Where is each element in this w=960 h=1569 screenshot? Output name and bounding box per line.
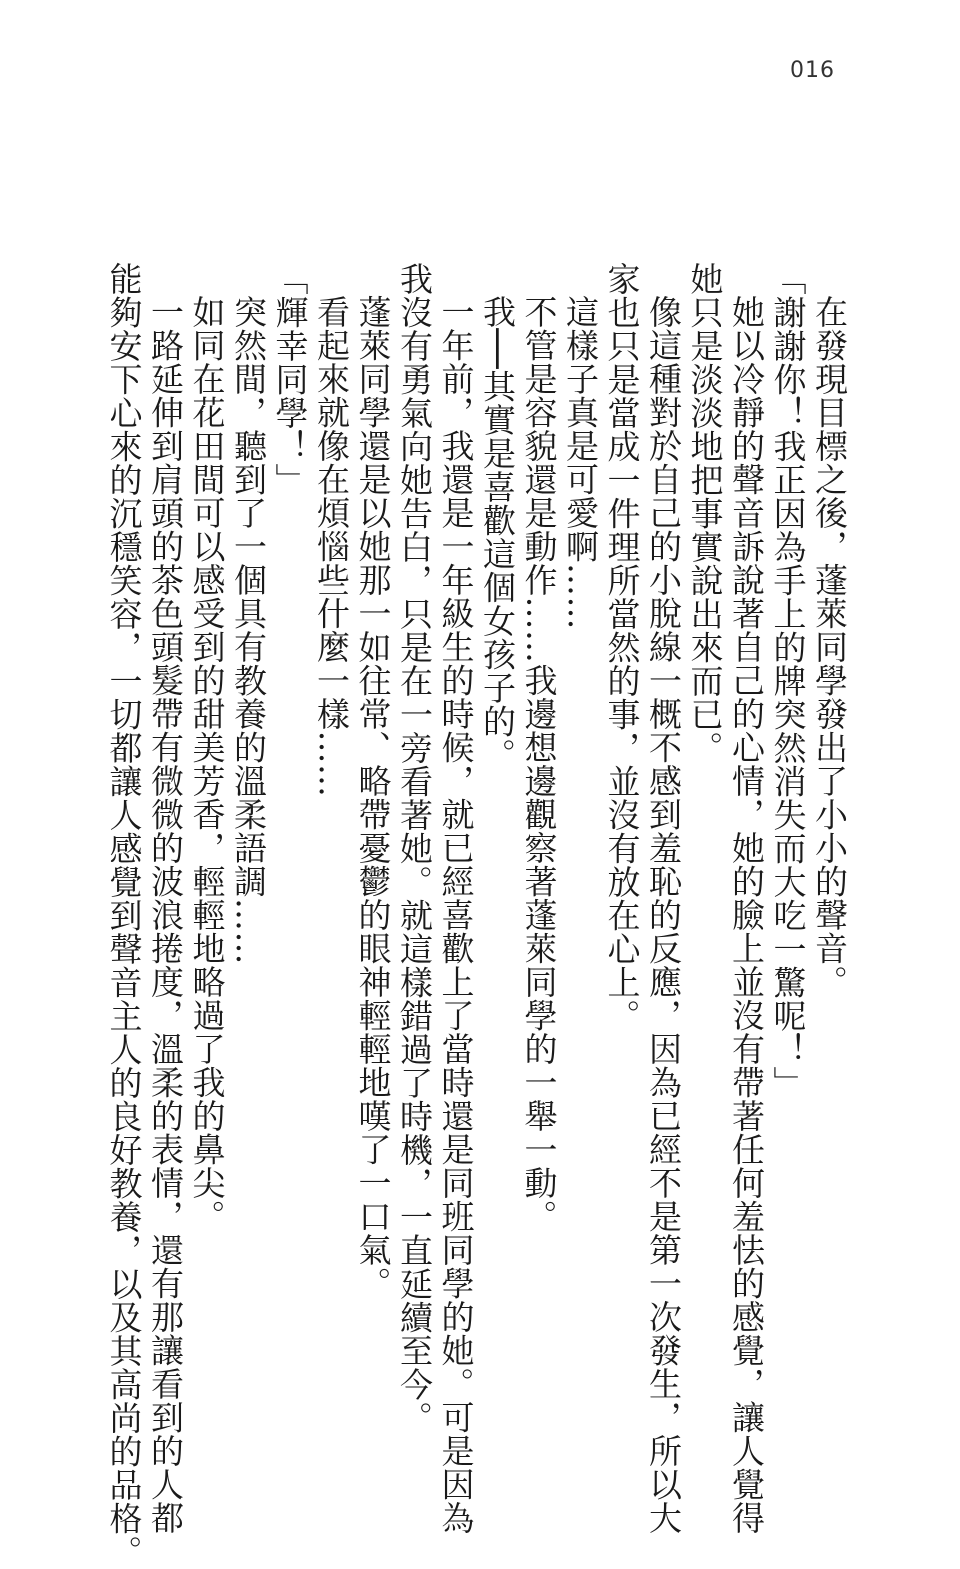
text-line: 「謝謝你！我正因為手上的牌突然消失而大吃一驚呢！」 <box>768 262 808 1100</box>
text-line: 她以冷靜的聲音訴說著自己的心情，她的臉上並沒有帶著任何羞怯的感覺，讓人覺得 <box>727 295 766 1535</box>
text-line: 家也只是當成一件理所當然的事，並沒有放在心上。 <box>602 262 642 1033</box>
vertical-text-body <box>103 262 850 1569</box>
text-line: 不管是容貌還是動作……我邊想邊觀察著蓬萊同學的一舉一動。 <box>519 295 559 1233</box>
text-line: 一路延伸到肩頭的茶色頭髮帶有微微的波浪捲度，溫柔的表情，還有那讓看到的人都 <box>146 295 185 1535</box>
text-line: 在發現目標之後，蓬萊同學發出了小小的聲音。 <box>810 295 849 999</box>
text-line: 突然間，聽到了一個具有教養的溫柔語調…… <box>229 295 268 965</box>
text-line: 一年前，我還是一年級生的時候，就已經喜歡上了當時還是同班同學的她。可是因為 <box>436 295 476 1535</box>
text-line: 如同在花田間可以感受到的甜美芳香，輕輕地略過了我的鼻尖。 <box>187 295 227 1233</box>
text-line: 「輝幸同學！」 <box>270 262 310 497</box>
text-line: 能夠安下心來的沉穩笑容，一切都讓人感覺到聲音主人的良好教養，以及其高尚的品格。 <box>104 262 144 1569</box>
text-line: 她只是淡淡地把事實說出來而已。 <box>685 262 725 765</box>
text-line: 看起來就像在煩惱些什麼一樣…… <box>312 295 351 798</box>
text-line: 我──其實是喜歡這個女孩子的。 <box>478 295 517 772</box>
page-number: 016 <box>790 58 835 83</box>
text-line: 這樣子真是可愛啊…… <box>561 295 600 630</box>
text-line: 我沒有勇氣向她告白，只是在一旁看著她。就這樣錯過了時機，一直延續至今。 <box>395 262 434 1435</box>
text-line: 蓬萊同學還是以她那一如往常、略帶憂鬱的眼神輕輕地嘆了一口氣。 <box>353 295 393 1300</box>
text-line: 像這種對於自己的小脫線一概不感到羞恥的反應，因為已經不是第一次發生，所以大 <box>644 295 683 1535</box>
